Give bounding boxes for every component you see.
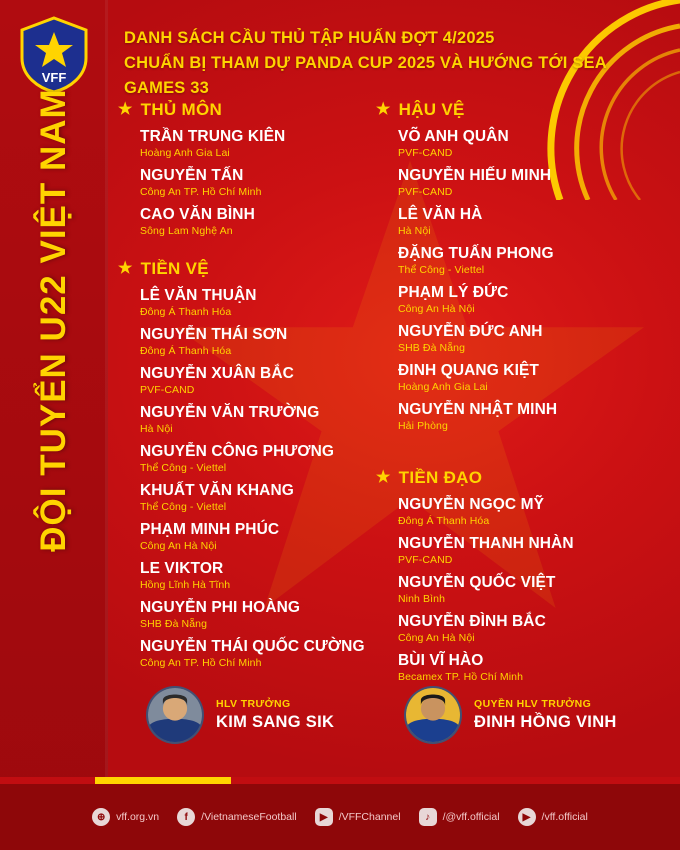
list-item bbox=[376, 613, 632, 645]
coach-name: KIM SANG SIK bbox=[216, 713, 335, 731]
player-club: Đông Á Thanh Hóa bbox=[140, 306, 232, 318]
roster-columns bbox=[118, 100, 670, 683]
avatar bbox=[146, 686, 204, 744]
coach-role: HLV TRƯỞNG bbox=[216, 698, 291, 710]
player-name: NGUYỄN CÔNG PHƯƠNG bbox=[140, 443, 335, 460]
social-label: /vff.official bbox=[541, 811, 588, 823]
social-link-website[interactable] bbox=[92, 808, 159, 826]
spacer bbox=[376, 440, 632, 454]
group-title-defenders bbox=[376, 100, 632, 120]
list-item bbox=[376, 535, 632, 567]
player-name: NGUYỄN TẤN bbox=[140, 167, 244, 184]
group-label: TIỀN VỆ bbox=[140, 259, 209, 278]
social-link-facebook[interactable] bbox=[177, 808, 297, 826]
player-club: SHB Đà Nẵng bbox=[140, 618, 208, 630]
player-club: Ninh Bình bbox=[398, 593, 446, 605]
player-name: CAO VĂN BÌNH bbox=[140, 206, 255, 223]
player-club: PVF-CAND bbox=[398, 554, 453, 566]
player-name: NGUYỄN ĐỨC ANH bbox=[398, 323, 543, 340]
list-item bbox=[376, 362, 632, 394]
group-defenders bbox=[376, 100, 632, 433]
player-club: PVF-CAND bbox=[140, 384, 195, 396]
player-club: Thể Công - Viettel bbox=[398, 264, 485, 276]
player-name: NGUYỄN XUÂN BẮC bbox=[140, 365, 294, 382]
player-club: Hà Nội bbox=[140, 423, 173, 435]
social-link-play[interactable] bbox=[518, 808, 588, 826]
player-name: NGUYỄN PHI HOÀNG bbox=[140, 599, 301, 616]
player-name: ĐINH QUANG KIỆT bbox=[398, 362, 539, 379]
facebook-icon: f bbox=[177, 808, 195, 826]
tiktok-icon: ♪ bbox=[419, 808, 437, 826]
header bbox=[124, 26, 664, 101]
globe-icon: ⊕ bbox=[92, 808, 110, 826]
social-label: /@vff.official bbox=[442, 811, 500, 823]
star-icon: ★ bbox=[376, 469, 391, 486]
youtube-icon: ▶ bbox=[315, 808, 333, 826]
player-name: NGUYỄN THÁI QUỐC CƯỜNG bbox=[140, 638, 365, 655]
group-title-midfielders bbox=[118, 259, 374, 279]
list-item bbox=[376, 167, 632, 199]
player-name: NGUYỄN NGỌC MỸ bbox=[398, 496, 545, 513]
page-title-vertical: ĐỘI TUYỂN U22 VIỆT NAM bbox=[34, 88, 73, 552]
group-label: TIỀN ĐẠO bbox=[398, 468, 483, 487]
player-name: ĐẶNG TUẤN PHONG bbox=[398, 245, 554, 262]
list-item bbox=[118, 638, 374, 670]
group-title-forwards bbox=[376, 468, 632, 488]
roster-column-left bbox=[118, 100, 374, 677]
list-item bbox=[118, 560, 374, 592]
header-line-1: DANH SÁCH CẦU THỦ TẬP HUẤN ĐỢT 4/2025 bbox=[124, 29, 495, 47]
player-club: Hà Nội bbox=[398, 225, 431, 237]
list-item bbox=[376, 284, 632, 316]
player-name: PHẠM MINH PHÚC bbox=[140, 521, 280, 538]
player-club: Đông Á Thanh Hóa bbox=[140, 345, 232, 357]
list-item bbox=[118, 128, 374, 160]
player-club: Công An Hà Nội bbox=[398, 303, 475, 315]
list-item bbox=[118, 167, 374, 199]
list-item bbox=[376, 401, 632, 433]
list-item bbox=[118, 443, 374, 475]
footer-accent-bar bbox=[0, 777, 680, 784]
list-item bbox=[376, 245, 632, 277]
social-link-youtube[interactable] bbox=[315, 808, 401, 826]
list-item bbox=[118, 599, 374, 631]
list-item bbox=[376, 206, 632, 238]
player-name: BÙI VĨ HÀO bbox=[398, 652, 484, 669]
social-label: /VietnameseFootball bbox=[201, 811, 297, 823]
player-name: NGUYỄN THÁI SƠN bbox=[140, 326, 288, 343]
player-club: Thể Công - Viettel bbox=[140, 501, 227, 513]
player-club: Công An TP. Hồ Chí Minh bbox=[140, 186, 262, 198]
group-label: THỦ MÔN bbox=[140, 100, 223, 119]
player-name: LÊ VĂN HÀ bbox=[398, 206, 483, 223]
social-link-tiktok[interactable] bbox=[419, 808, 500, 826]
player-club: Công An TP. Hồ Chí Minh bbox=[140, 657, 262, 669]
player-club: Sông Lam Nghệ An bbox=[140, 225, 233, 237]
list-item bbox=[118, 206, 374, 238]
group-goalkeepers bbox=[118, 100, 374, 238]
spacer bbox=[376, 454, 632, 468]
list-item bbox=[118, 482, 374, 514]
list-item bbox=[118, 365, 374, 397]
player-club: Hải Phòng bbox=[398, 420, 448, 432]
avatar bbox=[404, 686, 462, 744]
coach-assistant bbox=[404, 686, 617, 744]
list-item bbox=[376, 323, 632, 355]
player-club: Becamex TP. Hồ Chí Minh bbox=[398, 671, 524, 683]
list-item bbox=[376, 496, 632, 528]
player-club: Công An Hà Nội bbox=[140, 540, 217, 552]
spacer bbox=[118, 245, 374, 259]
coach-info bbox=[216, 698, 334, 732]
coach-head bbox=[146, 686, 334, 744]
player-name: LÊ VĂN THUẬN bbox=[140, 287, 257, 304]
coach-role: QUYỀN HLV TRƯỞNG bbox=[474, 698, 592, 710]
star-icon: ★ bbox=[118, 101, 133, 118]
social-label: vff.org.vn bbox=[116, 811, 160, 823]
coaching-staff bbox=[118, 686, 670, 766]
player-name: VÕ ANH QUÂN bbox=[398, 128, 509, 145]
player-club: SHB Đà Nẵng bbox=[398, 342, 466, 354]
roster-column-right bbox=[376, 100, 632, 691]
star-icon: ★ bbox=[118, 260, 133, 277]
social-label: /VFFChannel bbox=[338, 811, 401, 823]
player-name: NGUYỄN NHẬT MINH bbox=[398, 401, 558, 418]
player-club: Thể Công - Viettel bbox=[140, 462, 227, 474]
player-name: PHẠM LÝ ĐỨC bbox=[398, 284, 509, 301]
svg-text:VFF: VFF bbox=[41, 70, 67, 85]
list-item bbox=[118, 287, 374, 319]
player-club: Hồng Lĩnh Hà Tĩnh bbox=[140, 579, 231, 591]
group-label: HẬU VỆ bbox=[398, 100, 465, 119]
list-item bbox=[118, 521, 374, 553]
play-icon: ▶ bbox=[518, 808, 536, 826]
player-club: PVF-CAND bbox=[398, 147, 453, 159]
coach-name: ĐINH HỒNG VINH bbox=[474, 713, 617, 731]
player-club: Hoàng Anh Gia Lai bbox=[398, 381, 488, 393]
group-forwards bbox=[376, 468, 632, 684]
header-line-2: CHUẨN BỊ THAM DỰ PANDA CUP 2025 VÀ HƯỚNG TỚI SEA GAMES 33 bbox=[124, 54, 607, 97]
star-icon: ★ bbox=[376, 101, 391, 118]
player-name: LE VIKTOR bbox=[140, 560, 224, 577]
player-name: TRẦN TRUNG KIÊN bbox=[140, 128, 286, 145]
list-item bbox=[376, 128, 632, 160]
player-name: NGUYỄN QUỐC VIỆT bbox=[398, 574, 556, 591]
list-item bbox=[118, 326, 374, 358]
player-club: Đông Á Thanh Hóa bbox=[398, 515, 490, 527]
group-midfielders bbox=[118, 259, 374, 670]
player-name: NGUYỄN ĐÌNH BẮC bbox=[398, 613, 546, 630]
list-item bbox=[118, 404, 374, 436]
player-name: NGUYỄN HIẾU MINH bbox=[398, 167, 552, 184]
coach-info bbox=[474, 698, 617, 732]
player-club: Công An Hà Nội bbox=[398, 632, 475, 644]
footer-social-links bbox=[0, 784, 680, 850]
player-name: NGUYỄN THANH NHÀN bbox=[398, 535, 574, 552]
player-club: PVF-CAND bbox=[398, 186, 453, 198]
list-item bbox=[376, 652, 632, 684]
group-title-goalkeepers bbox=[118, 100, 374, 120]
player-name: KHUẤT VĂN KHANG bbox=[140, 482, 294, 499]
list-item bbox=[376, 574, 632, 606]
player-name: NGUYỄN VĂN TRƯỜNG bbox=[140, 404, 320, 421]
player-club: Hoàng Anh Gia Lai bbox=[140, 147, 230, 159]
